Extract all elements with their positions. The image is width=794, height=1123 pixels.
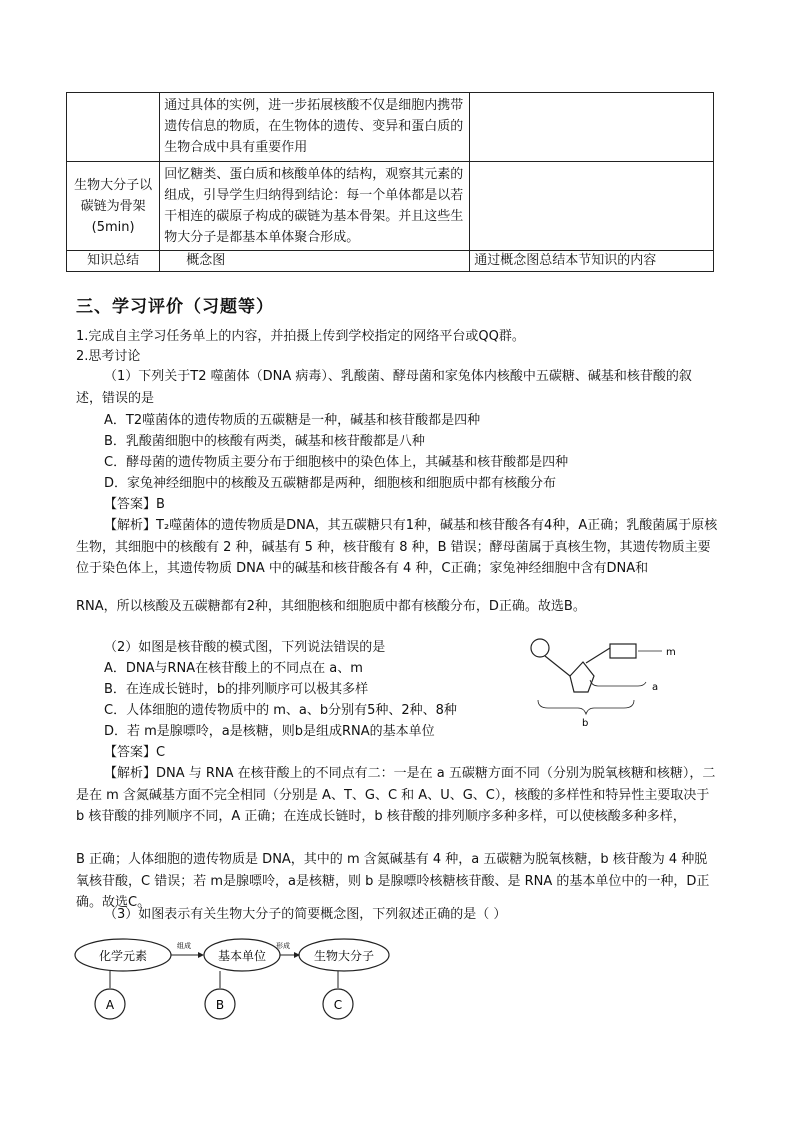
arrow-label-2: 形成 xyxy=(276,942,290,950)
circle-label-b: B xyxy=(215,998,225,1012)
q1-analysis: 【解析】T₂噬菌体的遗传物质是DNA，其五碳糖只有1种，碱基和核苷酸各有4种，A正确；乳酸菌属于原核生物，其细胞中的核酸有 2 种，碱基有 5 种，核苷酸有 8 种，B 错误；酵母菌属于真核生物，其遗传物质主要位于染色体上，其遗传物质 DNA 中的碱基和核苷酸各有 4 种，C正确；家兔神经细胞中含有DNA和 xyxy=(76,518,718,576)
q2-option-b: B．在连成长链时，b的排列顺序可以极其多样 xyxy=(104,682,369,697)
phosphate-circle xyxy=(531,639,549,657)
q2-analysis-cont: B 正确；人体细胞的遗传物质是 DNA，其中的 m 含氮碱基有 4 种，a 五碳糖为脱氧核糖，b 核苷酸为 4 种脱氧核苷酸，C 错误；若 m是腺嘌呤，a是核糖，则 b 是腺嘌呤核糖核苷酸、是 RNA 的基本单位中的一种，D正确。故选C。 xyxy=(76,852,710,910)
base-rectangle xyxy=(610,644,636,658)
table-cell: 回忆糖类、蛋白质和核酸单体的结构，观察其元素的组成，引导学生归纳得到结论：每一个单体都是以若干相连的碳原子构成的碳链为基本骨架。并且这些生物大分子是都基本单体聚合形成。 xyxy=(160,162,470,251)
circle-label-a: A xyxy=(105,998,115,1012)
concept-box-2: 基本单位 xyxy=(217,949,267,963)
concept-box-1: 化学元素 xyxy=(98,949,148,963)
q1-option-c: C．酵母菌的遗传物质主要分布于细胞核中的染色体上，其碱基和核苷酸都是四种 xyxy=(104,455,569,470)
label-a: a xyxy=(652,682,659,693)
concept-map-diagram xyxy=(70,932,400,1024)
table-cell xyxy=(470,162,714,251)
table-cell: 概念图 xyxy=(160,251,470,272)
table-cell: 通过概念图总结本节知识的内容 xyxy=(470,251,714,272)
q1-stem: （1）下列关于T2 噬菌体（DNA 病毒）、乳酸菌、酵母菌和家兔体内核酸中五碳糖、碱基和核苷酸的叙述，错误的是 xyxy=(76,369,692,406)
concept-box-3: 生物大分子 xyxy=(313,949,375,963)
table-row xyxy=(67,251,714,272)
table-row xyxy=(67,162,714,251)
q2-stem: （2）如图是核苷酸的模式图，下列说法错误的是 xyxy=(104,640,386,655)
label-m: m xyxy=(666,647,676,658)
table-cell xyxy=(470,93,714,162)
lesson-plan-table xyxy=(66,92,714,272)
item-1: 1.完成自主学习任务单上的内容，并拍摄上传到学校指定的网络平台或QQ群。 xyxy=(76,329,525,344)
label-b: b xyxy=(582,718,589,729)
q1-answer: 【答案】B xyxy=(104,497,165,512)
q1-option-d: D．家兔神经细胞中的核酸及五碳糖都是两种，细胞核和细胞质中都有核酸分布 xyxy=(104,476,557,491)
q2-option-d: D．若 m是腺嘌呤，a是核糖，则b是组成RNA的基本单位 xyxy=(104,724,435,739)
table-cell: 知识总结 xyxy=(67,251,160,272)
q2-answer: 【答案】C xyxy=(104,745,166,760)
circle-label-c: C xyxy=(333,998,343,1012)
table-cell: 通过具体的实例，进一步拓展核酸不仅是细胞内携带遗传信息的物质，在生物体的遗传、变异和蛋白质的生物合成中具有重要作用 xyxy=(160,93,470,162)
q2-option-c: C．人体细胞的遗传物质中的 m、a、b分别有5种、2种、8种 xyxy=(104,703,457,718)
pentose-pentagon xyxy=(570,662,594,692)
table-cell xyxy=(67,93,160,162)
section-title: 三、学习评价（习题等） xyxy=(76,297,274,317)
q2-option-a: A．DNA与RNA在核苷酸上的不同点在 a、m xyxy=(104,661,363,676)
table-row xyxy=(67,93,714,162)
q3-stem: （3）如图表示有关生物大分子的简要概念图，下列叙述正确的是（ ） xyxy=(104,907,507,922)
q1-analysis-cont: RNA，所以核酸及五碳糖都有2种，其细胞核和细胞质中都有核酸分布，D正确。故选B。 xyxy=(76,599,586,614)
item-2: 2.思考讨论 xyxy=(76,349,141,364)
q2-analysis: 【解析】DNA 与 RNA 在核苷酸上的不同点有二：一是在 a 五碳糖方面不同（分别为脱氧核糖和核糖），二是在 m 含氮碱基方面不完全相同（分别是 A、T、G、C 和 A、U、G、C），核酸的多样性和特异性主要取决于 b 核苷酸的排列顺序不同，A 正确；在连成长链时，b 核苷酸的排列顺序多种多样，可以使核酸多种多样， xyxy=(76,766,716,824)
table-cell: 生物大分子以碳链为骨架(5min) xyxy=(67,162,160,251)
nucleotide-diagram xyxy=(528,634,708,730)
arrow-label-1: 组成 xyxy=(177,942,191,950)
q1-option-a: A．T2噬菌体的遗传物质的五碳糖是一种，碱基和核苷酸都是四种 xyxy=(104,413,481,428)
q1-option-b: B．乳酸菌细胞中的核酸有两类，碱基和核苷酸都是八种 xyxy=(104,434,425,449)
